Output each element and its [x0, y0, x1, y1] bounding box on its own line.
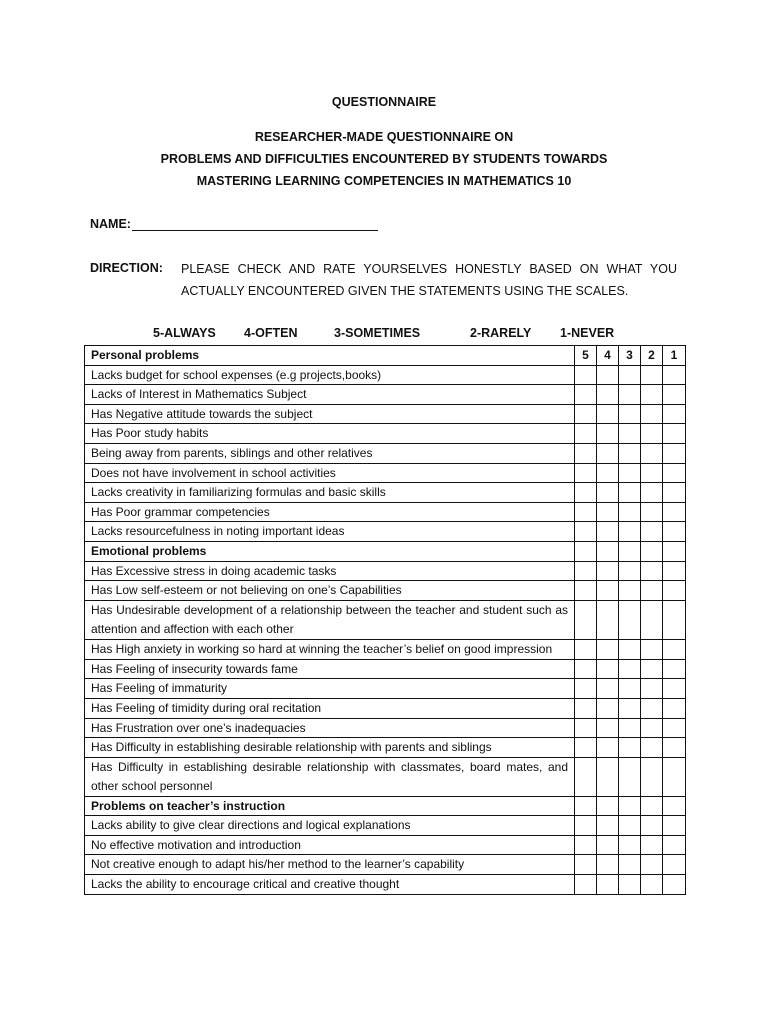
rating-checkbox[interactable] — [619, 483, 641, 503]
rating-checkbox[interactable] — [575, 385, 597, 405]
table-row — [85, 738, 686, 758]
table-row — [85, 522, 686, 542]
rating-checkbox[interactable] — [597, 502, 619, 522]
statement-text: No effective motivation and introduction — [85, 835, 575, 855]
rating-checkbox[interactable] — [641, 639, 663, 659]
rating-checkbox[interactable] — [641, 738, 663, 758]
rating-checkbox[interactable] — [641, 404, 663, 424]
statement-text: Has Negative attitude towards the subject — [85, 404, 575, 424]
rating-checkbox[interactable] — [641, 463, 663, 483]
rating-checkbox[interactable] — [619, 600, 641, 639]
rating-checkbox[interactable] — [575, 835, 597, 855]
rating-checkbox[interactable] — [575, 502, 597, 522]
rating-checkbox[interactable] — [597, 639, 619, 659]
rating-checkbox[interactable] — [575, 679, 597, 699]
table-row — [85, 385, 686, 405]
rating-checkbox[interactable] — [663, 659, 686, 679]
rating-checkbox[interactable] — [575, 738, 597, 758]
rating-checkbox[interactable] — [641, 483, 663, 503]
rating-checkbox[interactable] — [597, 757, 619, 796]
rating-checkbox[interactable] — [597, 365, 619, 385]
rating-checkbox[interactable] — [597, 738, 619, 758]
rating-checkbox[interactable] — [575, 718, 597, 738]
subtitle-line-3: MASTERING LEARNING COMPETENCIES IN MATHEMATICS 10 — [196, 174, 572, 188]
rating-checkbox[interactable] — [597, 561, 619, 581]
rating-checkbox[interactable] — [663, 698, 686, 718]
rating-checkbox[interactable] — [641, 718, 663, 738]
rating-checkbox[interactable] — [597, 385, 619, 405]
rating-checkbox[interactable] — [641, 600, 663, 639]
table-row — [85, 679, 686, 699]
statement-text: Has Feeling of timidity during oral recitation — [85, 698, 575, 718]
rating-checkbox[interactable] — [597, 483, 619, 503]
rating-checkbox[interactable] — [575, 404, 597, 424]
rating-checkbox[interactable] — [663, 816, 686, 836]
rating-checkbox[interactable] — [663, 875, 686, 895]
rating-checkbox[interactable] — [663, 522, 686, 542]
rating-checkbox[interactable] — [619, 757, 641, 796]
rating-checkbox[interactable] — [575, 600, 597, 639]
table-row — [85, 718, 686, 738]
rating-column-header: 3 — [619, 346, 641, 366]
statement-text: Has Undesirable development of a relationship between the teacher and student such as attention and affection with each other — [85, 600, 575, 639]
rating-checkbox[interactable] — [575, 463, 597, 483]
statement-text: Has Poor study habits — [85, 424, 575, 444]
rating-header-cell — [641, 541, 663, 561]
rating-checkbox[interactable] — [619, 698, 641, 718]
rating-checkbox[interactable] — [619, 639, 641, 659]
rating-checkbox[interactable] — [619, 659, 641, 679]
rating-checkbox[interactable] — [575, 443, 597, 463]
rating-checkbox[interactable] — [619, 581, 641, 601]
rating-header-cell — [597, 796, 619, 816]
rating-checkbox[interactable] — [663, 404, 686, 424]
statement-text: Lacks ability to give clear directions and logical explanations — [85, 816, 575, 836]
rating-checkbox[interactable] — [619, 385, 641, 405]
rating-checkbox[interactable] — [597, 816, 619, 836]
table-row — [85, 424, 686, 444]
section-title: Personal problems — [85, 346, 575, 366]
scale-never: 1-NEVER — [560, 326, 615, 340]
statement-text: Has Difficulty in establishing desirable relationship with classmates, board mates, and other school personnel — [85, 757, 575, 796]
rating-checkbox[interactable] — [663, 738, 686, 758]
rating-checkbox[interactable] — [597, 698, 619, 718]
table-row — [85, 502, 686, 522]
rating-checkbox[interactable] — [663, 443, 686, 463]
rating-checkbox[interactable] — [597, 600, 619, 639]
rating-checkbox[interactable] — [663, 718, 686, 738]
rating-header-cell — [575, 796, 597, 816]
rating-checkbox[interactable] — [663, 581, 686, 601]
rating-column-header: 1 — [663, 346, 686, 366]
table-row — [85, 463, 686, 483]
section-header-row — [85, 796, 686, 816]
rating-checkbox[interactable] — [619, 816, 641, 836]
statement-text: Has Feeling of insecurity towards fame — [85, 659, 575, 679]
rating-header-cell — [575, 541, 597, 561]
table-row — [85, 639, 686, 659]
statement-text: Lacks the ability to encourage critical and creative thought — [85, 875, 575, 895]
table-row — [85, 875, 686, 895]
table-row — [85, 600, 686, 639]
table-row — [85, 835, 686, 855]
rating-checkbox[interactable] — [619, 561, 641, 581]
rating-checkbox[interactable] — [619, 522, 641, 542]
rating-checkbox[interactable] — [663, 502, 686, 522]
statement-text: Has Low self-esteem or not believing on one’s Capabilities — [85, 581, 575, 601]
rating-checkbox[interactable] — [597, 522, 619, 542]
rating-checkbox[interactable] — [575, 698, 597, 718]
rating-checkbox[interactable] — [575, 522, 597, 542]
rating-header-cell — [619, 796, 641, 816]
rating-column-header: 4 — [597, 346, 619, 366]
rating-checkbox[interactable] — [619, 443, 641, 463]
document-title: QUESTIONNAIRE — [331, 95, 437, 109]
rating-checkbox[interactable] — [641, 875, 663, 895]
rating-checkbox[interactable] — [575, 365, 597, 385]
rating-header-cell — [663, 541, 686, 561]
rating-checkbox[interactable] — [597, 718, 619, 738]
rating-checkbox[interactable] — [641, 365, 663, 385]
table-row — [85, 581, 686, 601]
rating-checkbox[interactable] — [641, 522, 663, 542]
statement-text: Has Frustration over one’s inadequacies — [85, 718, 575, 738]
statement-text: Does not have involvement in school activities — [85, 463, 575, 483]
rating-checkbox[interactable] — [597, 679, 619, 699]
rating-checkbox[interactable] — [575, 855, 597, 875]
table-row — [85, 561, 686, 581]
table-row — [85, 659, 686, 679]
direction-text: PLEASE CHECK AND RATE YOURSELVES HONESTLY BASED ON WHAT YOU ACTUALLY ENCOUNTERED GIVEN THE STATEMENTS USING THE SCALES. — [181, 262, 677, 298]
statement-text: Has Poor grammar competencies — [85, 502, 575, 522]
rating-column-header: 5 — [575, 346, 597, 366]
section-header-row — [85, 346, 686, 366]
subtitle-line-2: PROBLEMS AND DIFFICULTIES ENCOUNTERED BY STUDENTS TOWARDS — [160, 152, 608, 166]
rating-checkbox[interactable] — [663, 835, 686, 855]
rating-checkbox[interactable] — [575, 639, 597, 659]
name-label: NAME: — [90, 217, 131, 231]
rating-checkbox[interactable] — [619, 365, 641, 385]
statement-text: Lacks creativity in familiarizing formulas and basic skills — [85, 483, 575, 503]
rating-checkbox[interactable] — [663, 483, 686, 503]
table-row — [85, 404, 686, 424]
rating-checkbox[interactable] — [597, 424, 619, 444]
statement-text: Lacks budget for school expenses (e.g projects,books) — [85, 365, 575, 385]
rating-checkbox[interactable] — [663, 424, 686, 444]
rating-checkbox[interactable] — [575, 561, 597, 581]
scale-rarely: 2-RARELY — [470, 326, 532, 340]
rating-checkbox[interactable] — [663, 463, 686, 483]
statement-text: Has Feeling of immaturity — [85, 679, 575, 699]
rating-checkbox[interactable] — [641, 698, 663, 718]
table-row — [85, 816, 686, 836]
rating-checkbox[interactable] — [641, 385, 663, 405]
scale-often: 4-OFTEN — [244, 326, 298, 340]
rating-checkbox[interactable] — [641, 502, 663, 522]
direction-label: DIRECTION: — [90, 261, 163, 275]
rating-checkbox[interactable] — [641, 561, 663, 581]
rating-checkbox[interactable] — [597, 443, 619, 463]
statement-text: Has Excessive stress in doing academic tasks — [85, 561, 575, 581]
section-title: Emotional problems — [85, 541, 575, 561]
rating-checkbox[interactable] — [663, 561, 686, 581]
rating-header-cell — [641, 796, 663, 816]
rating-checkbox[interactable] — [663, 679, 686, 699]
rating-header-cell — [597, 541, 619, 561]
statement-text: Has High anxiety in working so hard at winning the teacher’s belief on good impression — [85, 639, 575, 659]
rating-checkbox[interactable] — [619, 679, 641, 699]
section-title: Problems on teacher’s instruction — [85, 796, 575, 816]
statement-text: Not creative enough to adapt his/her method to the learner’s capability — [85, 855, 575, 875]
subtitle-line-1: RESEARCHER-MADE QUESTIONNAIRE ON — [254, 130, 514, 144]
rating-checkbox[interactable] — [619, 835, 641, 855]
rating-checkbox[interactable] — [597, 659, 619, 679]
rating-header-cell — [663, 796, 686, 816]
rating-checkbox[interactable] — [663, 600, 686, 639]
table-row — [85, 365, 686, 385]
rating-checkbox[interactable] — [641, 855, 663, 875]
rating-checkbox[interactable] — [619, 718, 641, 738]
table-row — [85, 757, 686, 796]
rating-checkbox[interactable] — [619, 855, 641, 875]
rating-checkbox[interactable] — [619, 424, 641, 444]
rating-checkbox[interactable] — [619, 738, 641, 758]
rating-checkbox[interactable] — [575, 483, 597, 503]
statement-text: Has Difficulty in establishing desirable relationship with parents and siblings — [85, 738, 575, 758]
scale-sometimes: 3-SOMETIMES — [334, 326, 421, 340]
rating-checkbox[interactable] — [597, 463, 619, 483]
name-field[interactable] — [90, 217, 378, 231]
rating-checkbox[interactable] — [663, 365, 686, 385]
rating-checkbox[interactable] — [575, 816, 597, 836]
scale-always: 5-ALWAYS — [153, 326, 216, 340]
rating-table — [84, 345, 686, 895]
rating-checkbox[interactable] — [641, 581, 663, 601]
rating-column-header: 2 — [641, 346, 663, 366]
rating-checkbox[interactable] — [641, 757, 663, 796]
rating-checkbox[interactable] — [619, 463, 641, 483]
rating-checkbox[interactable] — [641, 679, 663, 699]
rating-checkbox[interactable] — [597, 855, 619, 875]
table-row — [85, 855, 686, 875]
name-underline[interactable] — [132, 218, 378, 231]
table-row — [85, 483, 686, 503]
rating-checkbox[interactable] — [597, 835, 619, 855]
rating-checkbox[interactable] — [597, 581, 619, 601]
rating-checkbox[interactable] — [597, 404, 619, 424]
rating-checkbox[interactable] — [663, 757, 686, 796]
rating-checkbox[interactable] — [641, 424, 663, 444]
rating-checkbox[interactable] — [663, 385, 686, 405]
table-row — [85, 698, 686, 718]
rating-checkbox[interactable] — [575, 581, 597, 601]
rating-checkbox[interactable] — [597, 875, 619, 895]
rating-checkbox[interactable] — [619, 875, 641, 895]
rating-header-cell — [619, 541, 641, 561]
rating-checkbox[interactable] — [619, 502, 641, 522]
rating-checkbox[interactable] — [663, 639, 686, 659]
section-header-row — [85, 541, 686, 561]
rating-checkbox[interactable] — [575, 659, 597, 679]
statement-text: Lacks of Interest in Mathematics Subject — [85, 385, 575, 405]
statement-text: Lacks resourcefulness in noting important ideas — [85, 522, 575, 542]
rating-checkbox[interactable] — [641, 659, 663, 679]
rating-checkbox[interactable] — [641, 443, 663, 463]
rating-checkbox[interactable] — [641, 835, 663, 855]
rating-checkbox[interactable] — [663, 855, 686, 875]
rating-checkbox[interactable] — [619, 404, 641, 424]
table-row — [85, 443, 686, 463]
rating-checkbox[interactable] — [641, 816, 663, 836]
rating-checkbox[interactable] — [575, 757, 597, 796]
statement-text: Being away from parents, siblings and other relatives — [85, 443, 575, 463]
rating-checkbox[interactable] — [575, 424, 597, 444]
rating-checkbox[interactable] — [575, 875, 597, 895]
